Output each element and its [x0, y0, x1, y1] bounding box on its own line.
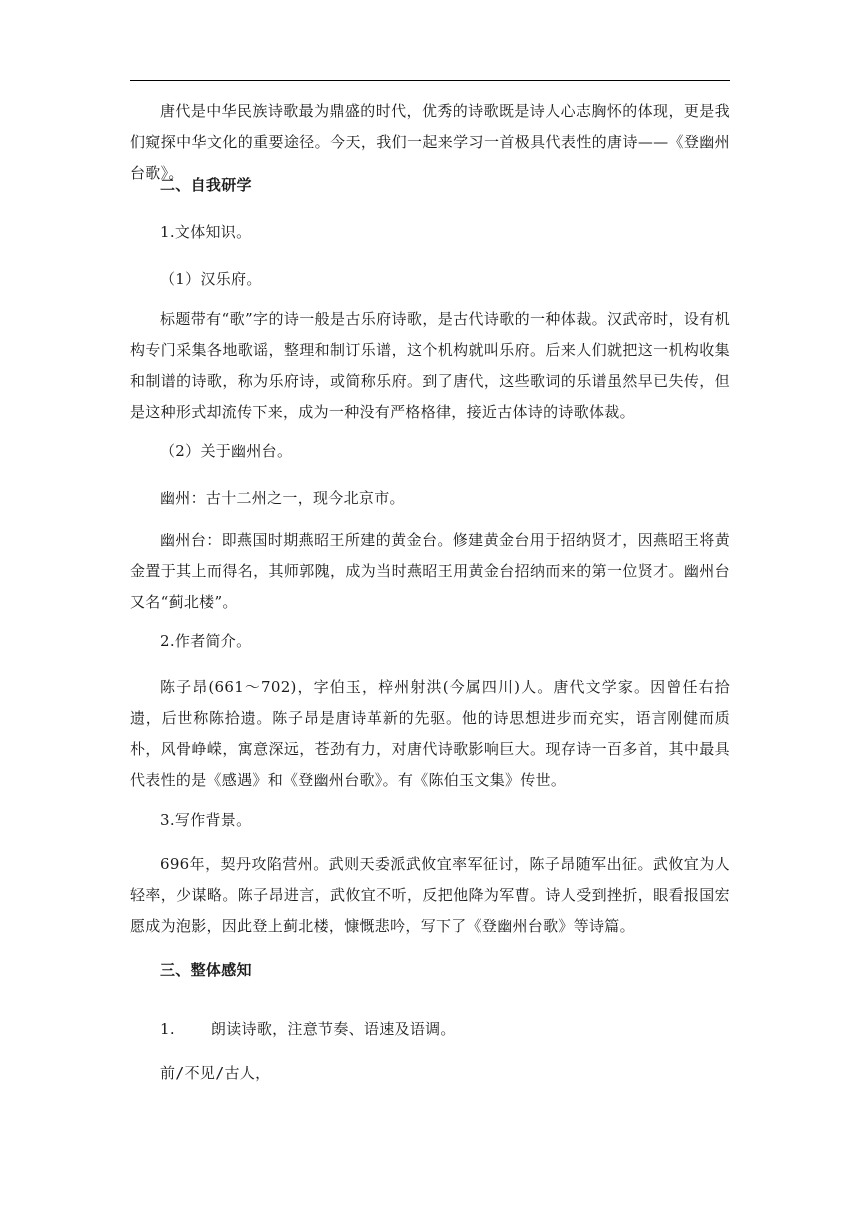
subitem-youzhou-tai: （2）关于幽州台。	[160, 442, 293, 460]
section-heading-self-study: 二、自我研学	[160, 176, 252, 194]
youzhou-definition: 幽州：古十二州之一，现今北京市。	[160, 489, 405, 507]
step-number: 1.	[160, 1020, 175, 1038]
item-writing-background: 3.写作背景。	[160, 811, 252, 829]
author-bio-paragraph: 陈子昂(661～702)，字伯玉，梓州射洪(今属四川)人。唐代文学家。因曾任右拾遗，后世称陈拾遗。陈子昂是唐诗革新的先驱。他的诗思想进步而充实，语言刚健而质朴，风骨峥嵘，寓意深远，苍劲有力，对唐代诗歌影响巨大。现存诗一百多首，其中最具代表性的是《感遇》和《登幽州台歌》。有《陈伯玉文集》传世。	[130, 678, 730, 789]
intro-paragraph: 唐代是中华民族诗歌最为鼎盛的时代，优秀的诗歌既是诗人心志胸怀的体现，更是我们窥探中华文化的重要途径。今天，我们一起来学习一首极具代表性的唐诗——《登幽州台歌》。	[130, 102, 730, 182]
item-author-intro: 2.作者简介。	[160, 632, 252, 650]
header-rule	[130, 80, 730, 81]
background-paragraph: 696年，契丹攻陷营州。武则天委派武攸宜率军征讨，陈子昂随军出征。武攸宜为人轻率，少谋略。陈子昂进言，武攸宜不听，反把他降为军曹。诗人受到挫折，眼看报国宏愿成为泡影，因此登上蓟北楼，慷慨悲吟，写下了《登幽州台歌》等诗篇。	[130, 855, 730, 935]
item-genre-knowledge: 1.文体知识。	[160, 223, 252, 241]
poem-line: 前/不见/古人，	[160, 1064, 271, 1082]
section-heading-overall-perception: 三、整体感知	[160, 961, 252, 979]
step-text: 朗读诗歌，注意节奏、语速及语调。	[210, 1020, 456, 1038]
subitem-han-yuefu: （1）汉乐府。	[160, 270, 262, 288]
yuefu-paragraph: 标题带有“歌”字的诗一般是古乐府诗歌，是古代诗歌的一种体裁。汉武帝时，设有机构专门采集各地歌谣，整理和制订乐谱，这个机构就叫乐府。后来人们就把这一机构收集和制谱的诗歌，称为乐府诗，或简称乐府。到了唐代，这些歌词的乐谱虽然早已失传，但是这种形式却流传下来，成为一种没有严格格律，接近古体诗的诗歌体裁。	[130, 310, 730, 421]
step-reading-aloud	[130, 1014, 730, 1045]
youzhou-tai-paragraph: 幽州台：即燕国时期燕昭王所建的黄金台。修建黄金台用于招纳贤才，因燕昭王将黄金置于其上而得名，其师郭隗，成为当时燕昭王用黄金台招纳而来的第一位贤才。幽州台又名“蓟北楼”。	[130, 531, 730, 611]
